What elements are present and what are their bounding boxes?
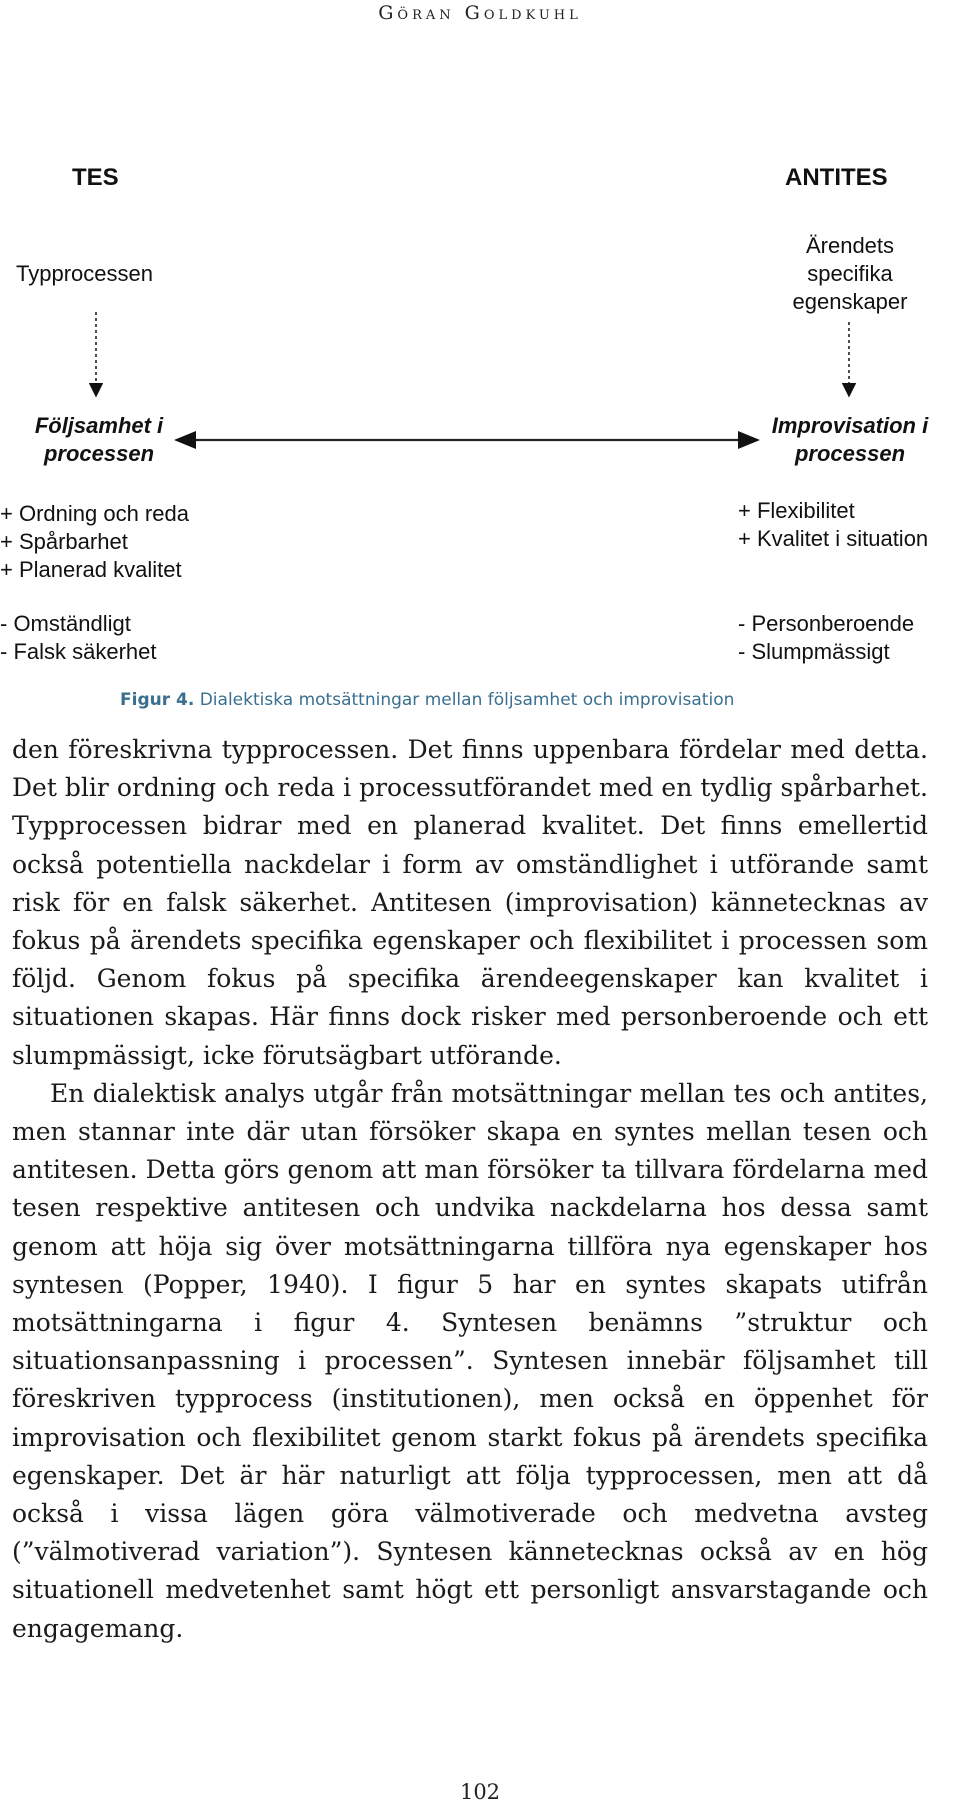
thesis-pros: [0, 500, 189, 584]
antithesis-cons: [738, 610, 914, 666]
page-number: 102: [459, 1780, 501, 1804]
thesis-source: Typprocessen: [16, 261, 153, 286]
thesis-node: Följsamhet i processen: [34, 413, 164, 466]
antithesis-node: Improvisation i processen: [771, 413, 929, 466]
paragraph: den föreskrivna typprocessen. Det finns uppenbara fördelar med detta. Det blir ordning och reda i processutförandet med en tydlig spårbarhet. Typprocessen bidrar med en planerad kvalitet. Det finns emellertid också potentiella nackdelar i form av omständlighet i utförande samt risk för en falsk säkerhet. Antitesen (improvisation) kännetecknas av fokus på ärendets specifika egenskaper och flexibilitet i processen som följd. Genom fokus på specifika ärendeegenskaper kan kvalitet i situationen skapas. Här finns dock risker med personberoende och ett slumpmässigt, icke förutsägbart utförande.: [12, 735, 928, 1070]
thesis-cons: [0, 610, 157, 666]
figure-caption-label: Figur 4.: [120, 690, 195, 710]
figure-caption-text: Dialektiska motsättningar mellan följsamhet och improvisation: [199, 690, 735, 710]
antithesis-pros: [738, 497, 928, 553]
figure-caption: [120, 690, 900, 710]
thesis-pro-item: + Spårbarhet: [0, 529, 128, 554]
antithesis-source: Ärendets specifika egenskaper: [792, 233, 908, 314]
antithesis-pro-item: + Kvalitet i situation: [738, 526, 929, 551]
double-arrow-right-head: [738, 431, 760, 449]
thesis-pro-item: + Planerad kvalitet: [0, 557, 182, 582]
antithesis-heading: ANTITES: [785, 164, 888, 191]
figure-4: [0, 0, 960, 740]
antithesis-pro-item: + Flexibilitet: [738, 498, 855, 523]
antithesis-con-item: - Slumpmässigt: [738, 639, 890, 664]
thesis-heading: TES: [72, 164, 119, 191]
thesis-pro-item: + Ordning och reda: [0, 501, 189, 526]
antithesis-con-item: - Personberoende: [738, 611, 915, 636]
thesis-con-item: - Falsk säkerhet: [0, 639, 157, 664]
running-head: Göran Goldkuhl: [378, 2, 582, 24]
body-text: [12, 731, 928, 1648]
thesis-con-item: - Omständligt: [0, 611, 131, 636]
paragraph: En dialektisk analys utgår från motsättningar mellan tes och antites, men stannar inte där utan försöker skapa en syntes mellan tesen och antitesen. Detta görs genom att man försöker ta tillvara fördelarna med tesen respektive antitesen och undvika nackdelarna hos dessa samt genom att höja sig över motsättningarna tillföra nya egenskaper hos syntesen (Popper, 1940). I figur 5 har en syntes skapats utifrån motsättningarna i figur 4. Syntesen benämns ”struktur och situationsanpassning i processen”. Syntesen innebär följsamhet till föreskriven typprocess (institutionen), men också en öppenhet för improvisation och flexibilitet genom starkt fokus på ärendets specifika egenskaper. Det är här naturligt att följa typprocessen, men att då också i vissa lägen göra välmotiverade och medvetna avsteg (”välmotiverad variation”). Syntesen kännetecknas också av en hög situationell medvetenhet samt högt ett personligt ansvarstagande och engagemang.: [12, 1078, 928, 1643]
